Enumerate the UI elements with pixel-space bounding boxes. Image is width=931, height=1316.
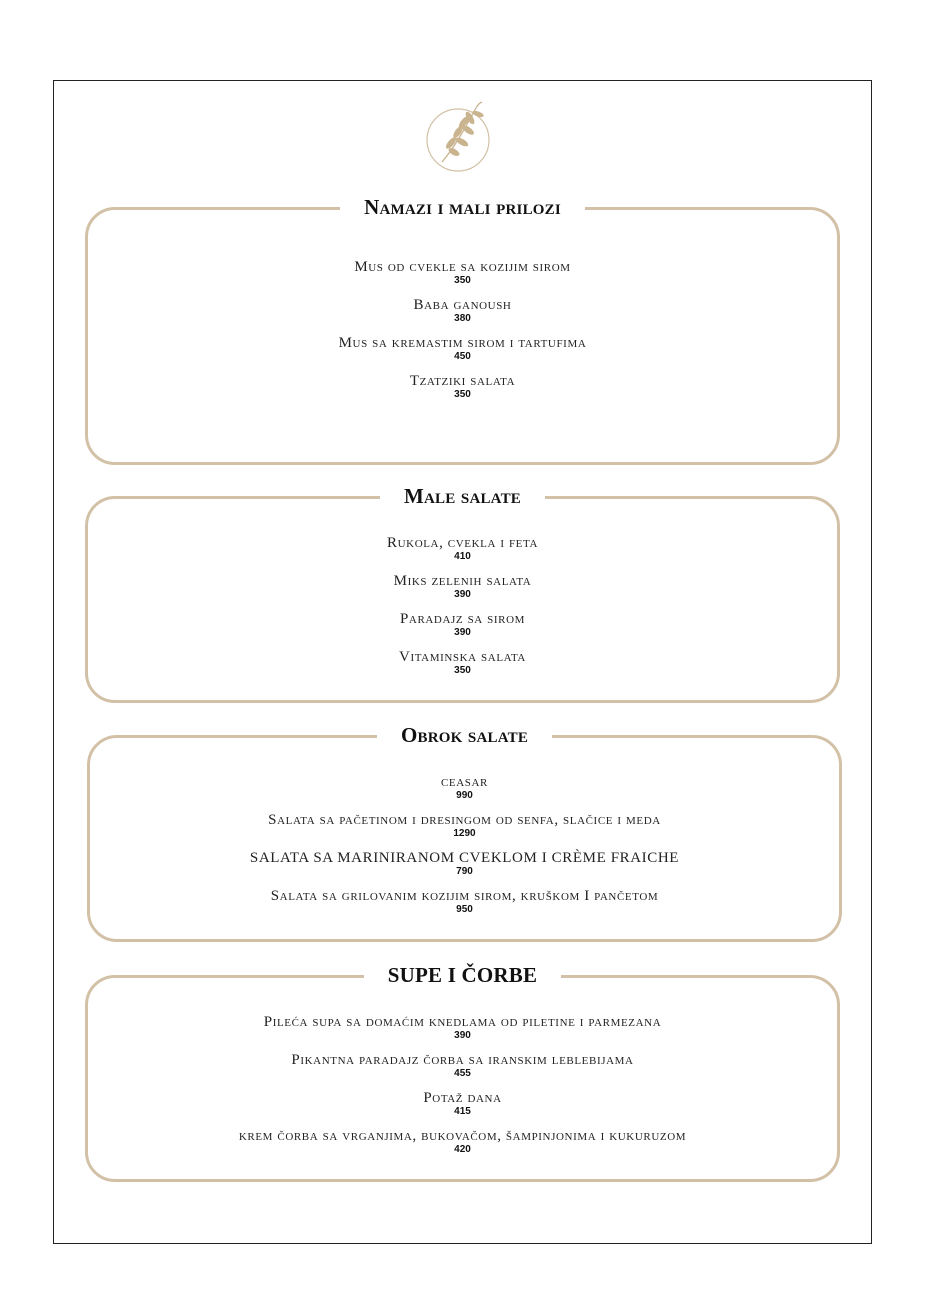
item-name: Rukola, cvekla i feta bbox=[387, 535, 538, 551]
item-name: Tzatziki salata bbox=[409, 373, 516, 389]
section-heading: Obrok salate bbox=[377, 721, 552, 749]
item-price: 1290 bbox=[453, 828, 476, 839]
item-name: SALATA SA MARINIRANOM CVEKLOM I CRÈME FRAICHE bbox=[249, 850, 680, 866]
item-name: Vitaminska salata bbox=[399, 649, 526, 665]
olive-branch-icon bbox=[420, 100, 498, 172]
menu-item bbox=[88, 297, 837, 324]
section-title bbox=[88, 193, 837, 221]
menu-item bbox=[88, 1014, 837, 1041]
menu-item bbox=[90, 850, 839, 877]
section-title bbox=[90, 721, 839, 749]
item-price: 410 bbox=[454, 551, 471, 562]
menu-item bbox=[90, 812, 839, 839]
item-price: 415 bbox=[454, 1106, 471, 1117]
item-name: Salata sa pačetinom i dresingom od senfa, slačice i meda bbox=[268, 812, 661, 828]
item-price: 390 bbox=[454, 627, 471, 638]
menu-item bbox=[88, 649, 837, 676]
section-obrok-salate bbox=[87, 723, 842, 942]
item-price: 950 bbox=[456, 904, 473, 915]
menu-list bbox=[88, 535, 837, 676]
menu-item bbox=[88, 611, 837, 638]
item-price: 390 bbox=[454, 589, 471, 600]
item-name: Mus sa kremastim sirom i tartufima bbox=[338, 335, 587, 351]
menu-list bbox=[90, 774, 839, 915]
menu-list bbox=[88, 1014, 837, 1155]
section-heading: Namazi i mali prilozi bbox=[340, 193, 585, 221]
item-name: Baba ganoush bbox=[413, 297, 512, 313]
section-heading: SUPE I ČORBE bbox=[364, 961, 561, 989]
item-price: 790 bbox=[456, 866, 473, 877]
section-heading: Male salate bbox=[380, 482, 545, 510]
menu-item bbox=[88, 535, 837, 562]
item-name: Miks zelenih salata bbox=[393, 573, 532, 589]
menu-item bbox=[90, 774, 839, 801]
menu-item bbox=[88, 573, 837, 600]
item-price: 380 bbox=[454, 313, 471, 324]
section-namazi bbox=[85, 195, 840, 465]
item-price: 390 bbox=[454, 1030, 471, 1041]
menu-item bbox=[88, 373, 837, 400]
item-name: Pikantna paradajz čorba sa iranskim leblebijama bbox=[291, 1052, 634, 1068]
item-name: Pileća supa sa domaćim knedlama od piletine i parmezana bbox=[263, 1014, 662, 1030]
item-name: Potaž dana bbox=[423, 1090, 502, 1106]
item-name: Mus od cvekle sa kozijim sirom bbox=[354, 259, 571, 275]
item-price: 420 bbox=[454, 1144, 471, 1155]
item-price: 450 bbox=[454, 351, 471, 362]
menu-item bbox=[88, 1128, 837, 1155]
menu-item bbox=[88, 1090, 837, 1117]
item-price: 990 bbox=[456, 790, 473, 801]
item-price: 350 bbox=[454, 275, 471, 286]
menu-item bbox=[88, 259, 837, 286]
menu-list bbox=[88, 259, 837, 400]
section-supe-i-corbe bbox=[85, 963, 840, 1182]
menu-item bbox=[88, 1052, 837, 1079]
menu-item bbox=[88, 335, 837, 362]
item-price: 350 bbox=[454, 389, 471, 400]
item-price: 455 bbox=[454, 1068, 471, 1079]
section-title bbox=[88, 482, 837, 510]
menu-item bbox=[90, 888, 839, 915]
section-title bbox=[88, 961, 837, 989]
item-name: Salata sa grilovanim kozijim sirom, kruškom I pančetom bbox=[270, 888, 659, 904]
item-price: 350 bbox=[454, 665, 471, 676]
item-name: Paradajz sa sirom bbox=[399, 611, 526, 627]
section-male-salate bbox=[85, 484, 840, 703]
item-name: krem čorba sa vrganjima, bukovačom, šampinjonima i kukuruzom bbox=[238, 1128, 687, 1144]
item-name: ceasar bbox=[441, 774, 488, 790]
